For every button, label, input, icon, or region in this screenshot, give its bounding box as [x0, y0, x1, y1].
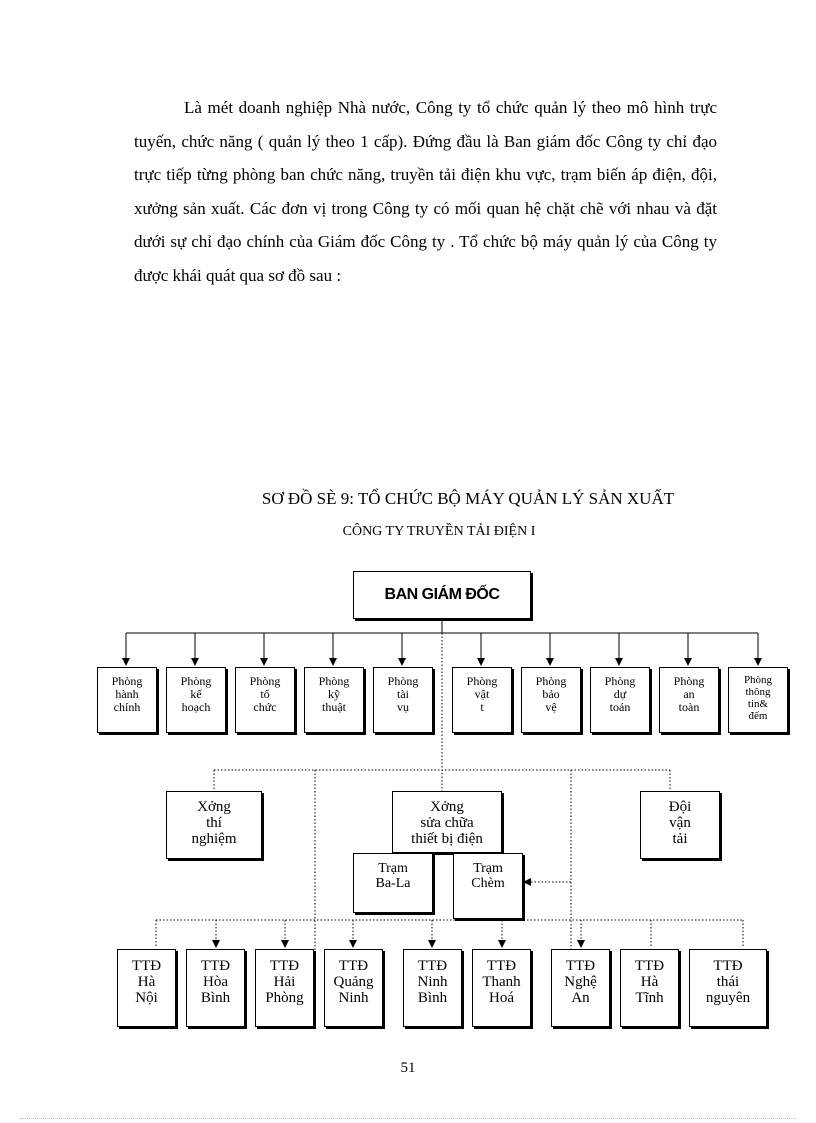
ttd-ninh-binh: TTĐ Ninh Bình: [403, 949, 462, 1027]
page-bottom-rule: [20, 1118, 796, 1119]
intro-text: Là mét doanh nghiệp Nhà nước, Công ty tổ chức quản lý theo mô hình trực tuyến, chức năng ( quản lý theo 1 cấp). Đứng đầu là Ban giám đốc Công ty chỉ đạo trực tiếp từng phòng ban chức năng, truyền tải điện khu vực, trạm biến áp điện, đội, xưởng sản xuất. Các đơn vị trong Công ty có mối quan hệ chặt chẽ với nhau và đặt dưới sự chỉ đạo chính của Giám đốc Công ty . Tổ chức bộ máy quản lý của Công ty được khái quát qua sơ đồ sau :: [134, 98, 717, 285]
dept-vat-tu: Phòng vật t: [452, 667, 512, 733]
ttd-hoa-binh: TTĐ Hòa Bình: [186, 949, 245, 1027]
dept-thong-tin: Phòng thông tin& đếm: [728, 667, 788, 733]
dept-to-chuc: Phòng tổ chức: [235, 667, 295, 733]
ttd-nghe-an: TTĐ Nghệ An: [551, 949, 610, 1027]
ttd-quang-ninh: TTĐ Quảng Ninh: [324, 949, 383, 1027]
dept-du-toan: Phòng dự toán: [590, 667, 650, 733]
dept-hanh-chinh: Phòng hành chính: [97, 667, 157, 733]
station-bala-box: Trạm Ba-La: [353, 853, 433, 913]
station-chem-box: Trạm Chèm: [453, 853, 523, 919]
transport-team-box: Đội vận tải: [640, 791, 720, 859]
dept-tai-vu: Phòng tài vụ: [373, 667, 433, 733]
dept-ky-thuat: Phòng kỹ thuật: [304, 667, 364, 733]
ttd-thanh-hoa: TTĐ Thanh Hoá: [472, 949, 531, 1027]
repair-workshop-box: Xởng sửa chữa thiết bị điện: [392, 791, 502, 853]
ttd-hai-phong: TTĐ Hải Phòng: [255, 949, 314, 1027]
ttd-ha-tinh: TTĐ Hà Tĩnh: [620, 949, 679, 1027]
page-number: 51: [400, 1060, 416, 1076]
test-workshop-box: Xởng thí nghiệm: [166, 791, 262, 859]
dept-an-toan: Phòng an toàn: [659, 667, 719, 733]
ttd-ha-noi: TTĐ Hà Nội: [117, 949, 176, 1027]
diagram-subtitle: CÔNG TY TRUYỀN TẢI ĐIỆN I: [342, 524, 536, 539]
board-of-directors-box: BAN GIÁM ĐỐC: [353, 571, 531, 619]
dept-bao-ve: Phòng bảo vệ: [521, 667, 581, 733]
ttd-thai-nguyen: TTĐ thái nguyên: [689, 949, 767, 1027]
diagram-title: SƠ ĐỒ SÈ 9: TỔ CHỨC BỘ MÁY QUẢN LÝ SẢN XUẤT: [261, 489, 675, 508]
dept-ke-hoach: Phòng kế hoạch: [166, 667, 226, 733]
